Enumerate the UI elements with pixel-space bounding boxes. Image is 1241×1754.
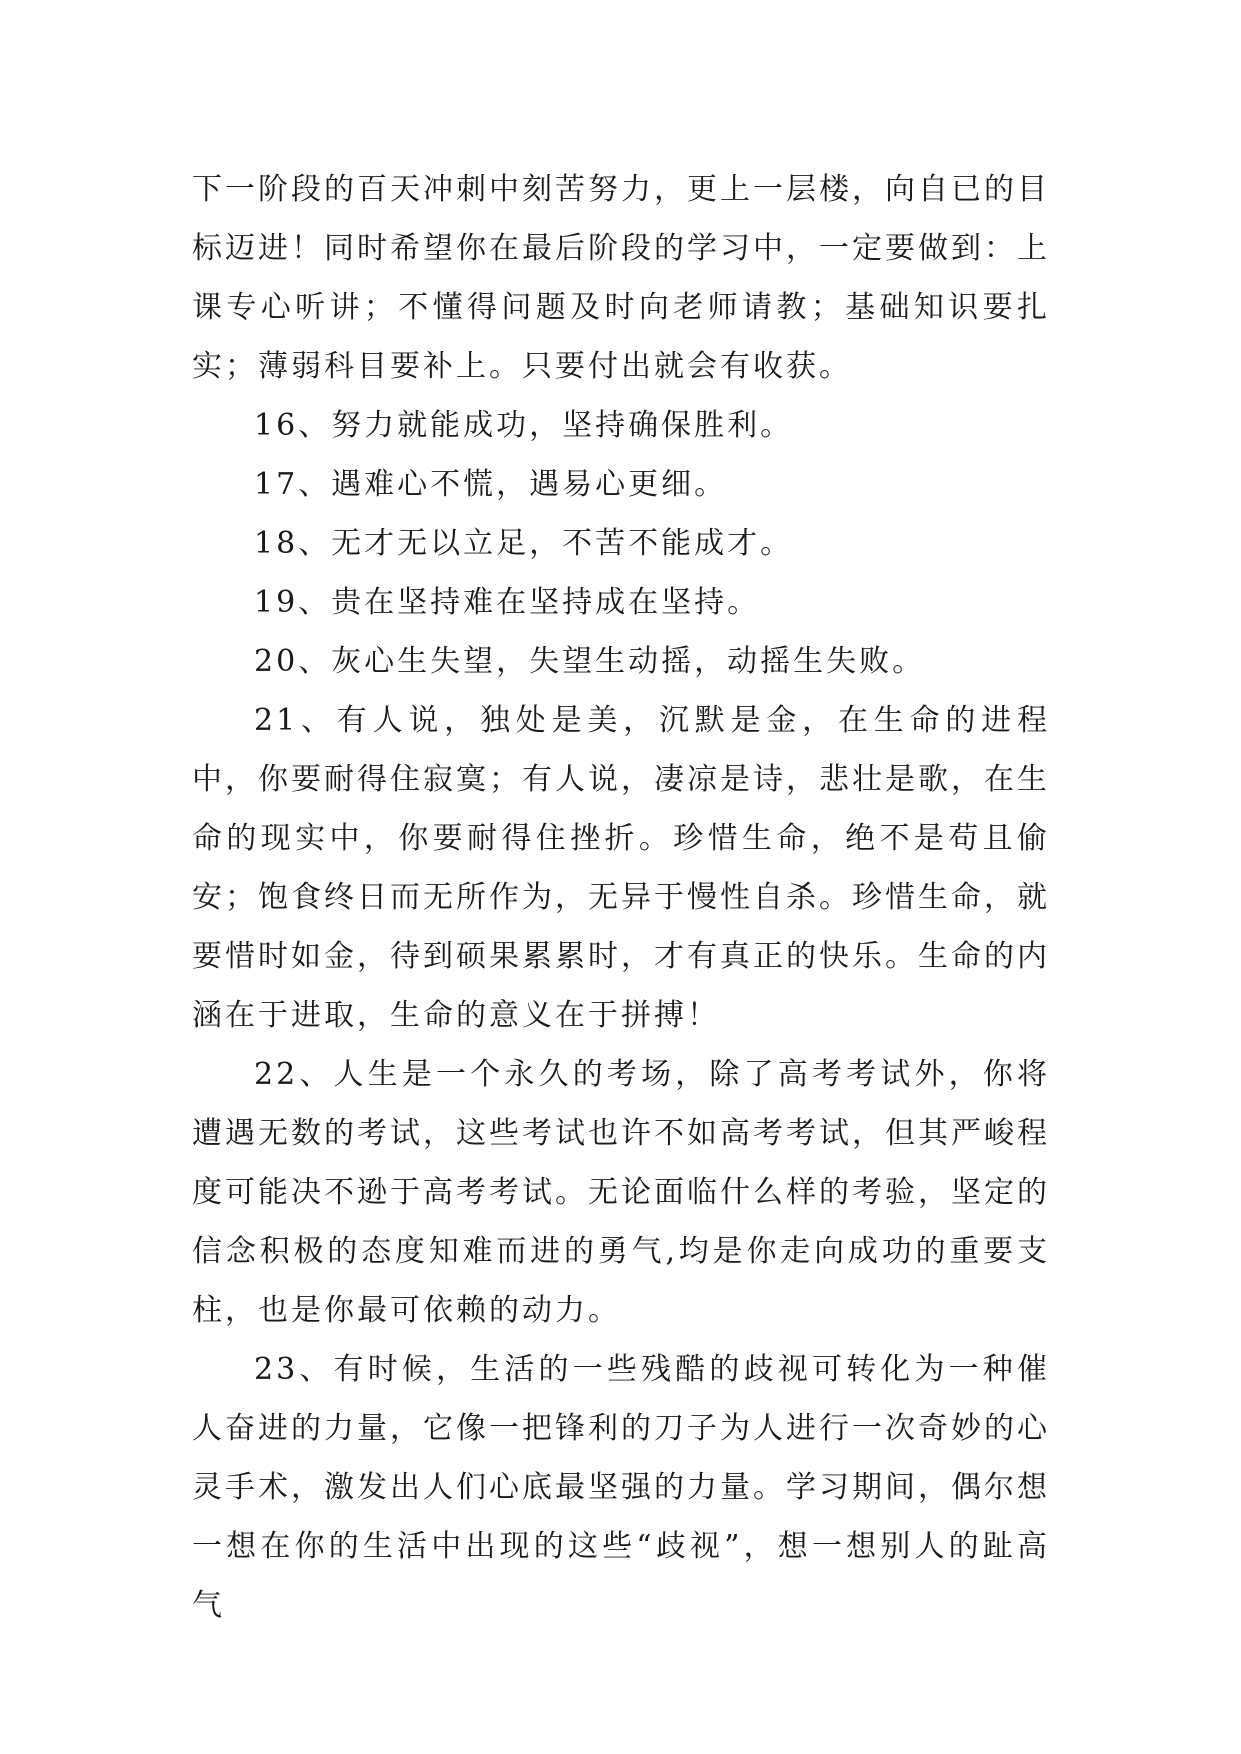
paragraph-item-22: 22、人生是一个永久的考场，除了高考考试外，你将遭遇无数的考试，这些考试也许不如高考考试，但其严峻程度可能决不逊于高考考试。无论面临什么样的考验，坚定的信念积极的态度知难而进的勇气,均是你走向成功的重要支柱，也是你最可依赖的动力。 [192,1057,1050,1328]
paragraph-item-17: 17、遇难心不慌，遇易心更细。 [254,467,728,502]
paragraph-item-19: 19、贵在坚持难在坚持成在坚持。 [254,585,761,620]
paragraph-item-16: 16、努力就能成功，坚持确保胜利。 [254,408,794,443]
paragraph-continuation: 下一阶段的百天冲刺中刻苦努力，更上一层楼，向自已的目标迈进！同时希望你在最后阶段的学习中，一定要做到：上课专心听讲；不懂得问题及时向老师请教；基础知识要扎实；薄弱科目要补上。只要付出就会有收获。 [192,172,1050,384]
paragraph-item-20: 20、灰心生失望，失望生动摇，动摇生失败。 [254,644,926,679]
paragraph-item-21: 21、有人说，独处是美，沉默是金，在生命的进程中，你要耐得住寂寞；有人说，凄凉是诗，悲壮是歌，在生命的现实中，你要耐得住挫折。珍惜生命，绝不是苟且偷安；饱食终日而无所作为，无异于慢性自杀。珍惜生命，就要惜时如金，待到硕果累累时，才有真正的快乐。生命的内涵在于进取，生命的意义在于拼搏！ [192,703,1050,1033]
paragraph-item-23: 23、有时候，生活的一些残酷的歧视可转化为一种催人奋进的力量，它像一把锋利的刀子为人进行一次奇妙的心灵手术，激发出人们心底最坚强的力量。学习期间，偶尔想一想在你的生活中出现的这些“歧视”，想一想别人的趾高气 [192,1352,1050,1623]
paragraph-item-18: 18、无才无以立足，不苦不能成才。 [254,526,794,561]
document-body [192,160,1050,1635]
